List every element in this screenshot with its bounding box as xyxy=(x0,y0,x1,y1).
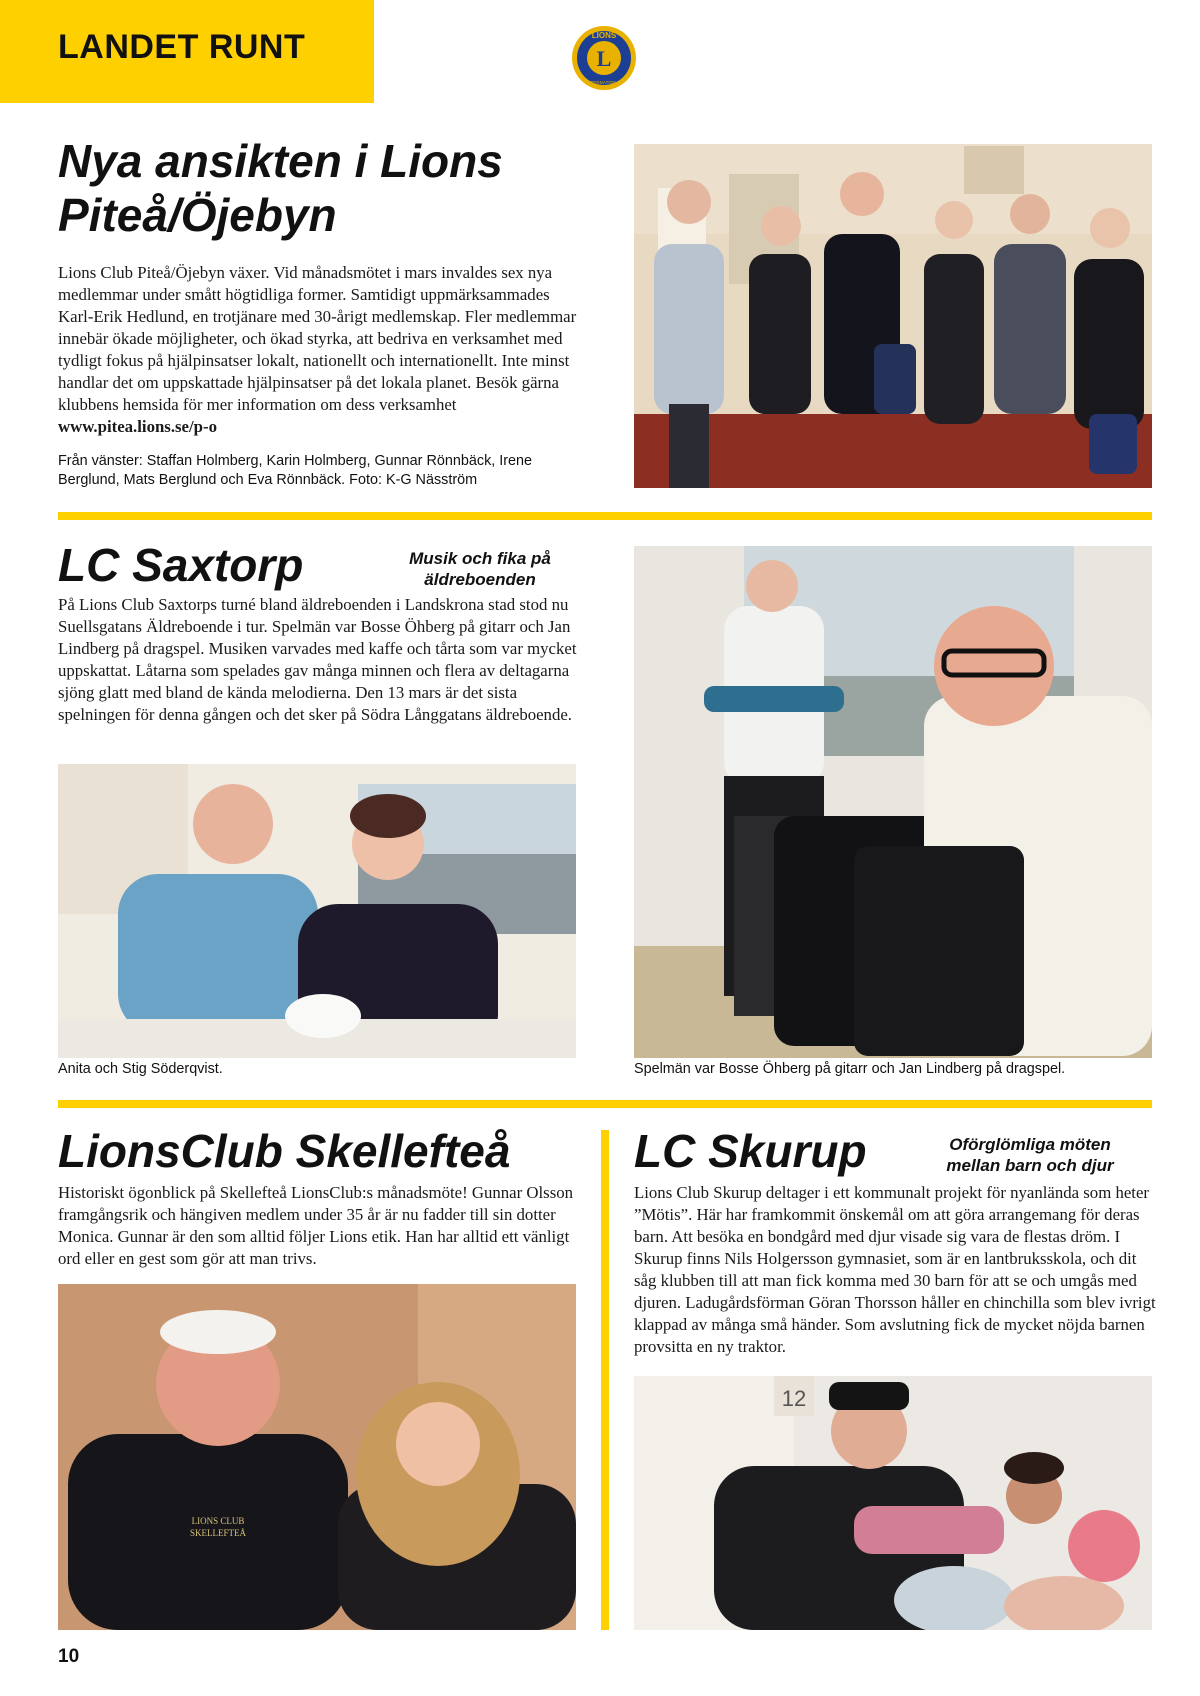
article-body-skurup: Lions Club Skurup deltager i ett kommunalt projekt för nyanlända som heter ”Mötis”. Här har framkommit önskemål om att göra arrangemang för deras barn. Att besöka en bondgård med djur visade sig vara de flestas dröm. I Skurup finns Nils Holgersson gymnasiet, som är en lantbruksskola, och dit såg klubben till att man fick komma med 30 barn för att se och umgås med djuren. Ladugårdsförman Göran Thorsson håller en chinchilla som blev ivrigt klappad av många små händer. Som avslutning fick de mycket nöjda barnen provsitta en ny traktor. xyxy=(634,1183,1156,1356)
section-divider xyxy=(58,512,1152,520)
photo-caption-couple: Anita och Stig Söderqvist. xyxy=(58,1061,223,1077)
article-body-pitea xyxy=(58,262,584,438)
photo-caption-pitea: Från vänster: Staffan Holmberg, Karin Holmberg, Gunnar Rönnbäck, Irene Berglund, Mats Berglund och Eva Rönnbäck. Foto: K-G Näsström xyxy=(58,453,533,488)
section-divider xyxy=(58,1100,1152,1108)
article-body-pitea-text: Lions Club Piteå/Öjebyn växer. Vid månadsmötet i mars invaldes sex nya medlemmar under smått högtidliga former. Samtidigt uppmärksammades Karl-Erik Hedlund, en trotjänare med 30-årigt medlemskap. Fler medlemmar innebär ökade möjligheter, och ökad styrka, att bedriva en verksamhet med tydligt fokus på hjälpinsatser lokalt, nationellt och internationellt. Inte minst handlar det om uppskattade hjälpinsatser på det lokala planet. Besök gärna klubbens hemsida för mer information om dess verksamhet xyxy=(58,263,577,414)
column-divider xyxy=(601,1130,609,1630)
svg-text:12: 12 xyxy=(781,1386,807,1411)
club-website-link[interactable]: www.pitea.lions.se/p-o xyxy=(58,417,217,436)
article-body-saxtorp: På Lions Club Saxtorps turné bland äldreboenden i Landskrona stad stod nu Suellsgatans Äldreboende i tur. Spelmän var Bosse Öhberg på gitarr och Jan Lindberg på dragspel. Musiken varvades med kaffe och tårta som var mycket uppskattat. Låtarna som spelades gav många minnen och flera av deltagarna sjöng glatt med bland de kända melodierna. Den 13 mars är det sista spelningen för denna gången och det sker på Södra Långgatans äldreboende. xyxy=(58,595,577,724)
section-tab xyxy=(0,0,374,103)
section-label: LANDET RUNT xyxy=(58,28,306,66)
svg-text:L: L xyxy=(596,46,612,71)
page-number: 10 xyxy=(58,1646,80,1667)
article-title-skelleftea: LionsClub Skellefteå xyxy=(58,1125,511,1177)
svg-text:LIONS: LIONS xyxy=(591,31,617,40)
photo-new-members xyxy=(634,144,1152,488)
photo-father-daughter xyxy=(58,1284,576,1630)
article-kicker-saxtorp: Musik och fika på äldreboenden xyxy=(409,549,551,589)
photo-children-chinchilla xyxy=(634,1376,1152,1630)
photo-musicians xyxy=(634,546,1152,1058)
article-title-skurup: LC Skurup xyxy=(634,1125,867,1177)
photo-couple xyxy=(58,764,576,1058)
svg-text:INTERNATIONAL: INTERNATIONAL xyxy=(586,80,622,85)
svg-text:SKELLEFTEÅ: SKELLEFTEÅ xyxy=(190,1528,246,1538)
photo-caption-musicians: Spelmän var Bosse Öhberg på gitarr och Jan Lindberg på dragspel. xyxy=(634,1061,1066,1077)
article-title-saxtorp: LC Saxtorp xyxy=(58,539,304,591)
article-body-skelleftea: Historiskt ögonblick på Skellefteå LionsClub:s månadsmöte! Gunnar Olsson framgångsrik och hängiven medlem under 35 år är nu fadder till sin dotter Monica. Gunnar är den som alltid följer Lions etik. Han har alltid ett vänligt ord eller en gest som gör att man trivs. xyxy=(58,1183,574,1268)
article-title-pitea: Nya ansikten i Lions Piteå/Öjebyn xyxy=(58,135,503,241)
lions-logo xyxy=(566,24,642,92)
svg-text:LIONS CLUB: LIONS CLUB xyxy=(191,1516,245,1526)
article-kicker-skurup: Oförglömliga möten mellan barn och djur xyxy=(946,1135,1114,1175)
